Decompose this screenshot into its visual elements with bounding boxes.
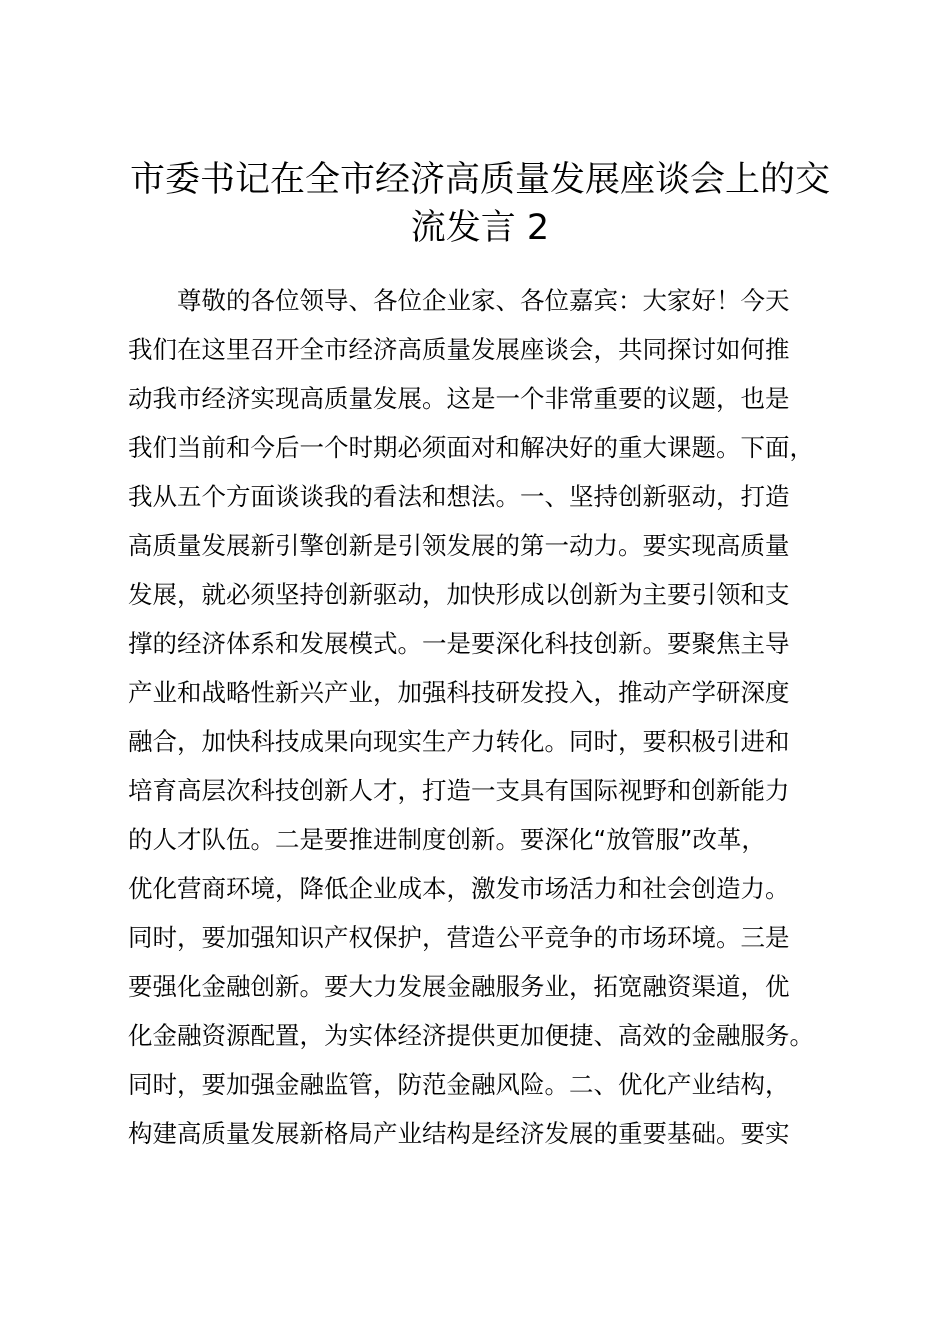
body-line: 撑的经济体系和发展模式。一是要深化科技创新。要聚焦主导 — [128, 629, 790, 658]
body-line: 动我市经济实现高质量发展。这是一个非常重要的议题，也是 — [128, 384, 790, 413]
body-line: 化金融资源配置，为实体经济提供更加便捷、高效的金融服务。 — [128, 1021, 814, 1050]
body-line: 我从五个方面谈谈我的看法和想法。一、坚持创新驱动，打造 — [128, 482, 790, 511]
body-line: 融合，加快科技成果向现实生产力转化。同时，要积极引进和 — [128, 727, 790, 756]
title-line: 流发言 2 — [410, 208, 550, 248]
body-line: 我们当前和今后一个时期必须面对和解决好的重大课题。下面， — [128, 433, 814, 462]
body-line: 产业和战略性新兴产业，加强科技研发投入，推动产学研深度 — [128, 678, 790, 707]
body-line: 同时，要加强知识产权保护，营造公平竞争的市场环境。三是 — [128, 923, 790, 952]
body-line: 高质量发展新引擎创新是引领发展的第一动力。要实现高质量 — [128, 531, 790, 560]
title-line: 市委书记在全市经济高质量发展座谈会上的交 — [129, 160, 830, 200]
body-line: 的人才队伍。二是要推进制度创新。要深化“放管服”改革， — [128, 825, 766, 854]
document-body — [128, 276, 868, 1158]
body-line: 我们在这里召开全市经济高质量发展座谈会，共同探讨如何推 — [128, 335, 790, 364]
body-line: 优化营商环境，降低企业成本，激发市场活力和社会创造力。 — [128, 874, 790, 903]
document-title — [100, 156, 860, 252]
body-line: 培育高层次科技创新人才，打造一支具有国际视野和创新能力 — [128, 776, 790, 805]
body-line: 尊敬的各位领导、各位企业家、各位嘉宾：大家好！今天 — [128, 286, 790, 315]
body-line: 同时，要加强金融监管，防范金融风险。二、优化产业结构， — [128, 1070, 790, 1099]
body-line: 发展，就必须坚持创新驱动，加快形成以创新为主要引领和支 — [128, 580, 790, 609]
body-line: 要强化金融创新。要大力发展金融服务业，拓宽融资渠道，优 — [128, 972, 790, 1001]
body-line: 构建高质量发展新格局产业结构是经济发展的重要基础。要实 — [128, 1119, 790, 1148]
